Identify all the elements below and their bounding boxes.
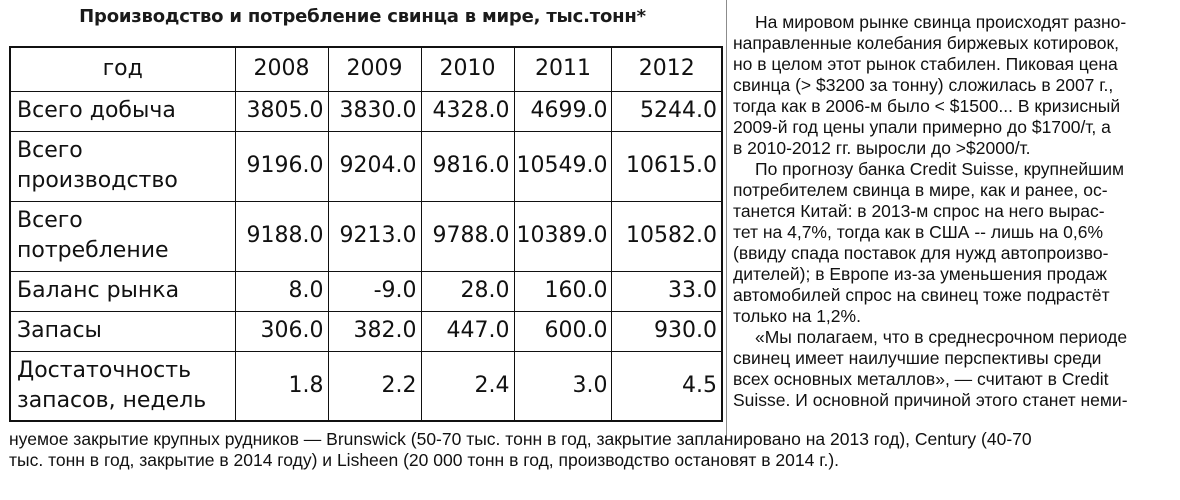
article-line: свинец имеет наилучшие перспективы среди — [733, 348, 1102, 368]
row-label — [10, 201, 235, 271]
header-year: 2011 — [514, 47, 612, 91]
table-row — [10, 311, 722, 351]
header-year-label: год — [10, 47, 235, 91]
table-cell: 3805.0 — [235, 91, 328, 131]
article-line: автомобилей спрос на свинец тоже подрастёт — [733, 285, 1110, 305]
article-continuation-line: нуемое закрытие крупных рудников — Brunswick (50-70 тыс. тонн в год, закрытие запланировано на 2013 год), Century (40-70 — [9, 429, 1032, 449]
row-label-line: Запасы — [17, 318, 102, 343]
table-cell: 10615.0 — [612, 131, 722, 201]
lead-statistics-table — [9, 46, 723, 422]
table-cell: 9188.0 — [235, 201, 328, 271]
table-cell: 9204.0 — [328, 131, 421, 201]
article-line: тет на 4,7%, тогда как в США -- лишь на 0,6% — [733, 222, 1104, 242]
header-year: 2008 — [235, 47, 328, 91]
article-line: (ввиду спада поставок для нужд автопроизво- — [733, 243, 1109, 263]
table-cell: 9788.0 — [421, 201, 514, 271]
row-label-line: Достаточность — [17, 357, 192, 383]
article-line: дителей); в Европе из-за уменьшения продаж — [733, 264, 1107, 284]
table-cell: 4699.0 — [514, 91, 612, 131]
row-label-line: Всего — [17, 138, 83, 163]
column-divider — [726, 0, 727, 440]
table-row — [10, 351, 722, 421]
row-label — [10, 311, 235, 351]
row-label-line: Всего добыча — [17, 98, 176, 123]
table-cell: 28.0 — [421, 271, 514, 311]
header-year: 2010 — [421, 47, 514, 91]
article-line: танется Китай: в 2013-м спрос на него вырас- — [733, 201, 1105, 221]
article-line: 2009-й год цены упали примерно до $1700/т, а — [733, 117, 1111, 137]
row-label — [10, 131, 235, 201]
table-cell: 10549.0 — [514, 131, 612, 201]
article-line: направленные колебания биржевых котировок, — [733, 33, 1120, 53]
table-cell: 9213.0 — [328, 201, 421, 271]
table-row — [10, 201, 722, 271]
table-cell: 2.4 — [421, 351, 514, 421]
table-cell: 2.2 — [328, 351, 421, 421]
article-line: Suisse. И основной причиной этого станет неми- — [733, 390, 1128, 410]
article-line: «Мы полагаем, что в среднесрочном периоде — [755, 327, 1128, 347]
table-cell: 9196.0 — [235, 131, 328, 201]
table-cell: 447.0 — [421, 311, 514, 351]
table-row — [10, 271, 722, 311]
table-cell: 9816.0 — [421, 131, 514, 201]
row-label-line: потребление — [17, 238, 169, 263]
table-cell: 8.0 — [235, 271, 328, 311]
article-line: свинца (> $3200 за тонну) сложилась в 2007 г., — [733, 75, 1114, 95]
row-label — [10, 271, 235, 311]
row-label-line: Баланс рынка — [17, 278, 180, 303]
article-continuation — [9, 429, 1175, 471]
article-line: тогда как в 2006-м было < $1500... В кризисный — [733, 96, 1121, 116]
row-label — [10, 351, 235, 421]
table-cell: 4328.0 — [421, 91, 514, 131]
table-row — [10, 91, 722, 131]
table-cell: 10582.0 — [612, 201, 722, 271]
table-cell: 4.5 — [612, 351, 722, 421]
article-line: потребителем свинца в мире, как и ранее, ос- — [733, 180, 1108, 200]
table-cell: 5244.0 — [612, 91, 722, 131]
article-line: По прогнозу банка Credit Suisse, крупнейшим — [755, 159, 1125, 179]
table-cell: 306.0 — [235, 311, 328, 351]
header-year: 2012 — [612, 47, 722, 91]
table-title: Производство и потребление свинца в мире, тыс.тонн* — [79, 6, 646, 27]
table-header-row — [10, 47, 722, 91]
table-cell: -9.0 — [328, 271, 421, 311]
table-cell: 1.8 — [235, 351, 328, 421]
article-line: в 2010-2012 гг. выросли до >$2000/т. — [733, 138, 1031, 158]
row-label — [10, 91, 235, 131]
article-continuation-line: тыс. тонн в год, закрытие в 2014 году) и Lisheen (20 000 тонн в год, производство остановят в 2014 г.). — [9, 450, 840, 470]
article-line: На мировом рынке свинца происходят разно- — [755, 12, 1127, 32]
table-cell: 3830.0 — [328, 91, 421, 131]
row-label-line: Всего — [17, 208, 83, 233]
table-cell: 930.0 — [612, 311, 722, 351]
table-cell: 382.0 — [328, 311, 421, 351]
table-row — [10, 131, 722, 201]
article-line: только на 1,2%. — [733, 306, 861, 326]
lead-statistics-table-wrap — [9, 46, 723, 422]
row-label-line: производство — [17, 168, 178, 193]
article-line: всех основных металлов», — считают в Credit — [733, 369, 1109, 389]
article-text — [733, 12, 1175, 411]
row-label-line: запасов, недель — [17, 387, 207, 413]
table-cell: 3.0 — [514, 351, 612, 421]
table-cell: 10389.0 — [514, 201, 612, 271]
table-cell: 33.0 — [612, 271, 722, 311]
article-line: но в целом этот рынок стабилен. Пиковая цена — [733, 54, 1118, 74]
table-cell: 160.0 — [514, 271, 612, 311]
table-cell: 600.0 — [514, 311, 612, 351]
header-year: 2009 — [328, 47, 421, 91]
